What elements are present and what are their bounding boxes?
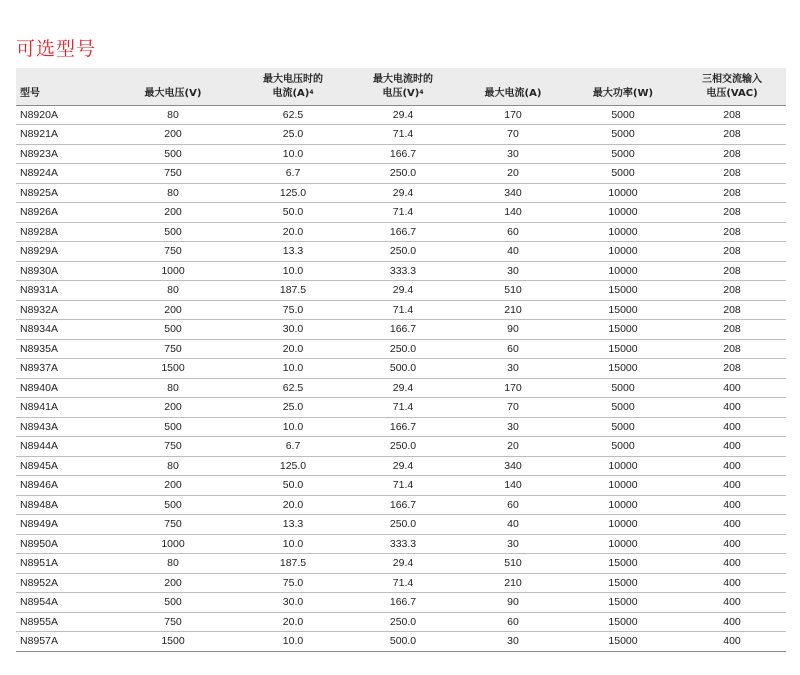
table-cell-max-power: 15000 xyxy=(568,593,678,613)
table-cell-max-power: 15000 xyxy=(568,281,678,301)
table-cell-max-power: 10000 xyxy=(568,515,678,535)
table-cell-max-power: 10000 xyxy=(568,183,678,203)
table-cell-current-at-max-voltage: 10.0 xyxy=(238,144,348,164)
column-header-text: 最大电流时的 xyxy=(373,73,433,85)
table-cell-max-current: 510 xyxy=(458,554,568,574)
model-number-cell: N8954A xyxy=(16,593,108,613)
model-number-cell: N8955A xyxy=(16,612,108,632)
table-cell-voltage-at-max-current: 250.0 xyxy=(348,242,458,262)
table-cell-input-voltage: 400 xyxy=(678,437,786,457)
table-body xyxy=(16,105,786,651)
table-cell-max-power: 15000 xyxy=(568,359,678,379)
table-cell-current-at-max-voltage: 10.0 xyxy=(238,534,348,554)
column-header-text: 电压(V) xyxy=(382,87,420,99)
table-row xyxy=(16,222,786,242)
table-cell-input-voltage: 208 xyxy=(678,281,786,301)
table-cell-input-voltage: 400 xyxy=(678,515,786,535)
model-number-cell: N8946A xyxy=(16,476,108,496)
table-cell-max-current: 30 xyxy=(458,359,568,379)
table-cell-max-power: 10000 xyxy=(568,242,678,262)
table-cell-max-power: 5000 xyxy=(568,144,678,164)
table-cell-max-current: 140 xyxy=(458,476,568,496)
table-cell-current-at-max-voltage: 13.3 xyxy=(238,515,348,535)
table-cell-input-voltage: 400 xyxy=(678,417,786,437)
table-row xyxy=(16,242,786,262)
table-cell-voltage-at-max-current: 166.7 xyxy=(348,222,458,242)
table-cell-max-power: 5000 xyxy=(568,105,678,125)
table-cell-input-voltage: 208 xyxy=(678,339,786,359)
model-number-cell: N8948A xyxy=(16,495,108,515)
table-cell-max-current: 30 xyxy=(458,534,568,554)
table-cell-max-voltage: 1000 xyxy=(108,261,238,281)
table-cell-input-voltage: 208 xyxy=(678,164,786,184)
table-row xyxy=(16,593,786,613)
table-cell-max-current: 90 xyxy=(458,593,568,613)
model-number-cell: N8925A xyxy=(16,183,108,203)
model-number-cell: N8937A xyxy=(16,359,108,379)
table-cell-voltage-at-max-current: 166.7 xyxy=(348,320,458,340)
table-cell-input-voltage: 208 xyxy=(678,300,786,320)
table-cell-max-voltage: 200 xyxy=(108,573,238,593)
table-cell-voltage-at-max-current: 71.4 xyxy=(348,125,458,145)
table-cell-current-at-max-voltage: 10.0 xyxy=(238,359,348,379)
table-cell-max-voltage: 200 xyxy=(108,300,238,320)
table-cell-max-power: 5000 xyxy=(568,164,678,184)
table-cell-max-current: 30 xyxy=(458,261,568,281)
table-cell-current-at-max-voltage: 125.0 xyxy=(238,456,348,476)
table-cell-max-current: 20 xyxy=(458,164,568,184)
model-number-cell: N8951A xyxy=(16,554,108,574)
column-header-text: 最大电流(A) xyxy=(484,87,542,99)
table-cell-input-voltage: 400 xyxy=(678,612,786,632)
table-row xyxy=(16,378,786,398)
table-cell-input-voltage: 208 xyxy=(678,144,786,164)
table-cell-current-at-max-voltage: 30.0 xyxy=(238,320,348,340)
table-cell-current-at-max-voltage: 10.0 xyxy=(238,417,348,437)
table-cell-max-voltage: 500 xyxy=(108,417,238,437)
model-number-cell: N8926A xyxy=(16,203,108,223)
table-cell-max-voltage: 750 xyxy=(108,242,238,262)
table-cell-max-current: 90 xyxy=(458,320,568,340)
table-cell-max-voltage: 200 xyxy=(108,125,238,145)
table-cell-max-voltage: 200 xyxy=(108,476,238,496)
table-cell-voltage-at-max-current: 250.0 xyxy=(348,515,458,535)
table-cell-input-voltage: 400 xyxy=(678,593,786,613)
table-row xyxy=(16,144,786,164)
table-cell-voltage-at-max-current: 71.4 xyxy=(348,398,458,418)
table-cell-current-at-max-voltage: 10.0 xyxy=(238,632,348,652)
table-cell-voltage-at-max-current: 29.4 xyxy=(348,554,458,574)
table-cell-current-at-max-voltage: 62.5 xyxy=(238,378,348,398)
table-cell-max-power: 15000 xyxy=(568,573,678,593)
table-cell-current-at-max-voltage: 187.5 xyxy=(238,554,348,574)
model-number-cell: N8950A xyxy=(16,534,108,554)
model-number-cell: N8957A xyxy=(16,632,108,652)
model-table xyxy=(16,68,786,652)
table-cell-current-at-max-voltage: 25.0 xyxy=(238,125,348,145)
table-cell-max-power: 15000 xyxy=(568,612,678,632)
table-cell-max-voltage: 500 xyxy=(108,593,238,613)
table-row xyxy=(16,612,786,632)
table-row xyxy=(16,437,786,457)
table-cell-input-voltage: 400 xyxy=(678,456,786,476)
table-cell-voltage-at-max-current: 166.7 xyxy=(348,144,458,164)
table-cell-voltage-at-max-current: 333.3 xyxy=(348,534,458,554)
model-number-cell: N8935A xyxy=(16,339,108,359)
table-cell-current-at-max-voltage: 75.0 xyxy=(238,573,348,593)
table-cell-current-at-max-voltage: 30.0 xyxy=(238,593,348,613)
table-cell-max-power: 10000 xyxy=(568,456,678,476)
table-cell-max-current: 210 xyxy=(458,300,568,320)
table-cell-max-voltage: 80 xyxy=(108,183,238,203)
table-cell-max-power: 15000 xyxy=(568,554,678,574)
column-header-model xyxy=(16,68,108,105)
table-cell-input-voltage: 208 xyxy=(678,125,786,145)
table-cell-voltage-at-max-current: 71.4 xyxy=(348,203,458,223)
table-cell-max-power: 10000 xyxy=(568,495,678,515)
table-cell-max-voltage: 1500 xyxy=(108,632,238,652)
table-cell-max-current: 30 xyxy=(458,144,568,164)
table-cell-current-at-max-voltage: 25.0 xyxy=(238,398,348,418)
table-cell-max-power: 5000 xyxy=(568,437,678,457)
table-cell-max-current: 30 xyxy=(458,417,568,437)
table-row xyxy=(16,534,786,554)
table-cell-current-at-max-voltage: 125.0 xyxy=(238,183,348,203)
table-cell-current-at-max-voltage: 187.5 xyxy=(238,281,348,301)
table-row xyxy=(16,281,786,301)
table-cell-max-current: 340 xyxy=(458,456,568,476)
table-cell-max-current: 510 xyxy=(458,281,568,301)
table-cell-max-voltage: 200 xyxy=(108,203,238,223)
table-cell-max-power: 5000 xyxy=(568,398,678,418)
table-cell-input-voltage: 208 xyxy=(678,359,786,379)
table-cell-input-voltage: 400 xyxy=(678,495,786,515)
table-cell-voltage-at-max-current: 250.0 xyxy=(348,437,458,457)
table-cell-max-voltage: 500 xyxy=(108,144,238,164)
table-cell-max-power: 15000 xyxy=(568,300,678,320)
model-number-cell: N8944A xyxy=(16,437,108,457)
table-cell-current-at-max-voltage: 10.0 xyxy=(238,261,348,281)
table-row xyxy=(16,632,786,652)
table-cell-max-current: 170 xyxy=(458,105,568,125)
model-number-cell: N8949A xyxy=(16,515,108,535)
table-row xyxy=(16,515,786,535)
table-cell-max-voltage: 750 xyxy=(108,437,238,457)
table-cell-voltage-at-max-current: 29.4 xyxy=(348,281,458,301)
table-cell-voltage-at-max-current: 29.4 xyxy=(348,183,458,203)
model-number-cell: N8940A xyxy=(16,378,108,398)
model-number-cell: N8952A xyxy=(16,573,108,593)
table-cell-current-at-max-voltage: 20.0 xyxy=(238,495,348,515)
model-number-cell: N8921A xyxy=(16,125,108,145)
footnote-marker: 4 xyxy=(309,88,314,96)
table-row xyxy=(16,476,786,496)
table-cell-voltage-at-max-current: 250.0 xyxy=(348,612,458,632)
table-cell-current-at-max-voltage: 62.5 xyxy=(238,105,348,125)
table-cell-current-at-max-voltage: 75.0 xyxy=(238,300,348,320)
table-cell-max-power: 5000 xyxy=(568,125,678,145)
table-row xyxy=(16,105,786,125)
table-cell-max-voltage: 500 xyxy=(108,495,238,515)
table-cell-max-current: 60 xyxy=(458,612,568,632)
model-number-cell: N8945A xyxy=(16,456,108,476)
table-cell-current-at-max-voltage: 20.0 xyxy=(238,612,348,632)
table-cell-input-voltage: 400 xyxy=(678,554,786,574)
table-cell-max-current: 170 xyxy=(458,378,568,398)
table-row xyxy=(16,300,786,320)
header-row xyxy=(16,68,786,105)
table-cell-max-current: 40 xyxy=(458,515,568,535)
column-header-text: 型号 xyxy=(20,87,40,99)
table-row xyxy=(16,125,786,145)
column-header-text: 电流(A) xyxy=(272,87,310,99)
table-cell-max-voltage: 500 xyxy=(108,320,238,340)
model-number-cell: N8943A xyxy=(16,417,108,437)
table-cell-input-voltage: 208 xyxy=(678,242,786,262)
table-row xyxy=(16,203,786,223)
table-cell-voltage-at-max-current: 500.0 xyxy=(348,359,458,379)
footnote-marker: 4 xyxy=(419,88,424,96)
table-cell-input-voltage: 400 xyxy=(678,534,786,554)
table-cell-input-voltage: 208 xyxy=(678,105,786,125)
table-row xyxy=(16,359,786,379)
table-row xyxy=(16,398,786,418)
column-header-text: 电压(VAC) xyxy=(706,87,758,99)
table-cell-max-power: 15000 xyxy=(568,339,678,359)
table-cell-max-current: 60 xyxy=(458,495,568,515)
table-cell-max-voltage: 1000 xyxy=(108,534,238,554)
table-cell-voltage-at-max-current: 166.7 xyxy=(348,593,458,613)
table-cell-max-voltage: 750 xyxy=(108,339,238,359)
table-cell-voltage-at-max-current: 29.4 xyxy=(348,456,458,476)
table-header xyxy=(16,68,786,105)
table-cell-max-voltage: 80 xyxy=(108,554,238,574)
table-cell-input-voltage: 400 xyxy=(678,476,786,496)
table-cell-max-power: 10000 xyxy=(568,534,678,554)
column-header-text: 最大电压(V) xyxy=(144,87,202,99)
model-number-cell: N8934A xyxy=(16,320,108,340)
table-cell-voltage-at-max-current: 166.7 xyxy=(348,495,458,515)
column-header-text: 最大电压时的 xyxy=(263,73,323,85)
table-cell-voltage-at-max-current: 71.4 xyxy=(348,476,458,496)
table-cell-input-voltage: 400 xyxy=(678,632,786,652)
model-number-cell: N8923A xyxy=(16,144,108,164)
table-cell-input-voltage: 400 xyxy=(678,398,786,418)
table-cell-input-voltage: 400 xyxy=(678,573,786,593)
table-cell-max-current: 70 xyxy=(458,398,568,418)
table-cell-max-power: 5000 xyxy=(568,417,678,437)
table-cell-max-current: 30 xyxy=(458,632,568,652)
table-cell-max-power: 10000 xyxy=(568,203,678,223)
table-cell-max-current: 70 xyxy=(458,125,568,145)
table-cell-max-voltage: 500 xyxy=(108,222,238,242)
table-cell-max-voltage: 750 xyxy=(108,612,238,632)
table-cell-max-voltage: 200 xyxy=(108,398,238,418)
table-cell-voltage-at-max-current: 333.3 xyxy=(348,261,458,281)
table-row xyxy=(16,164,786,184)
table-cell-max-voltage: 80 xyxy=(108,281,238,301)
table-cell-voltage-at-max-current: 71.4 xyxy=(348,300,458,320)
table-cell-voltage-at-max-current: 250.0 xyxy=(348,164,458,184)
model-number-cell: N8928A xyxy=(16,222,108,242)
table-cell-max-current: 340 xyxy=(458,183,568,203)
table-row xyxy=(16,261,786,281)
page-title: 可选型号 xyxy=(16,38,97,60)
column-header-text: 最大功率(W) xyxy=(592,87,654,99)
table-cell-current-at-max-voltage: 13.3 xyxy=(238,242,348,262)
table-cell-input-voltage: 208 xyxy=(678,222,786,242)
table-cell-input-voltage: 208 xyxy=(678,261,786,281)
table-cell-max-voltage: 750 xyxy=(108,515,238,535)
column-header-max-current xyxy=(458,68,568,105)
table-cell-current-at-max-voltage: 50.0 xyxy=(238,476,348,496)
column-header-voltage-at-max-current xyxy=(348,68,458,105)
table-cell-max-current: 60 xyxy=(458,339,568,359)
table-cell-max-voltage: 1500 xyxy=(108,359,238,379)
table-cell-input-voltage: 208 xyxy=(678,320,786,340)
table-cell-current-at-max-voltage: 6.7 xyxy=(238,437,348,457)
table-cell-max-current: 210 xyxy=(458,573,568,593)
table-cell-max-voltage: 80 xyxy=(108,378,238,398)
table-row xyxy=(16,573,786,593)
column-header-max-power xyxy=(568,68,678,105)
table-row xyxy=(16,554,786,574)
table-cell-max-current: 40 xyxy=(458,242,568,262)
table-cell-voltage-at-max-current: 71.4 xyxy=(348,573,458,593)
table-cell-max-power: 10000 xyxy=(568,476,678,496)
column-header-max-voltage xyxy=(108,68,238,105)
table-cell-max-power: 10000 xyxy=(568,261,678,281)
column-header-current-at-max-voltage xyxy=(238,68,348,105)
table-row xyxy=(16,495,786,515)
table-cell-max-power: 15000 xyxy=(568,632,678,652)
table-cell-voltage-at-max-current: 166.7 xyxy=(348,417,458,437)
table-cell-input-voltage: 400 xyxy=(678,378,786,398)
model-number-cell: N8924A xyxy=(16,164,108,184)
table-cell-current-at-max-voltage: 50.0 xyxy=(238,203,348,223)
table-cell-voltage-at-max-current: 29.4 xyxy=(348,105,458,125)
table-cell-current-at-max-voltage: 20.0 xyxy=(238,222,348,242)
model-number-cell: N8932A xyxy=(16,300,108,320)
table-row xyxy=(16,456,786,476)
table-cell-max-power: 5000 xyxy=(568,378,678,398)
table-cell-max-voltage: 750 xyxy=(108,164,238,184)
table-cell-max-current: 60 xyxy=(458,222,568,242)
table-cell-voltage-at-max-current: 29.4 xyxy=(348,378,458,398)
column-header-text: 三相交流输入 xyxy=(702,73,762,85)
table-cell-input-voltage: 208 xyxy=(678,183,786,203)
table-cell-max-power: 15000 xyxy=(568,320,678,340)
table-row xyxy=(16,320,786,340)
table-cell-max-current: 140 xyxy=(458,203,568,223)
model-number-cell: N8929A xyxy=(16,242,108,262)
table-cell-current-at-max-voltage: 6.7 xyxy=(238,164,348,184)
table-cell-max-voltage: 80 xyxy=(108,105,238,125)
model-number-cell: N8931A xyxy=(16,281,108,301)
table-cell-voltage-at-max-current: 500.0 xyxy=(348,632,458,652)
table-cell-max-power: 10000 xyxy=(568,222,678,242)
table-cell-voltage-at-max-current: 250.0 xyxy=(348,339,458,359)
table-row xyxy=(16,339,786,359)
table-cell-max-voltage: 80 xyxy=(108,456,238,476)
table-row xyxy=(16,183,786,203)
model-number-cell: N8920A xyxy=(16,105,108,125)
column-header-input-voltage xyxy=(678,68,786,105)
model-number-cell: N8941A xyxy=(16,398,108,418)
table-cell-current-at-max-voltage: 20.0 xyxy=(238,339,348,359)
table-row xyxy=(16,417,786,437)
table-cell-input-voltage: 208 xyxy=(678,203,786,223)
table-cell-max-current: 20 xyxy=(458,437,568,457)
model-number-cell: N8930A xyxy=(16,261,108,281)
